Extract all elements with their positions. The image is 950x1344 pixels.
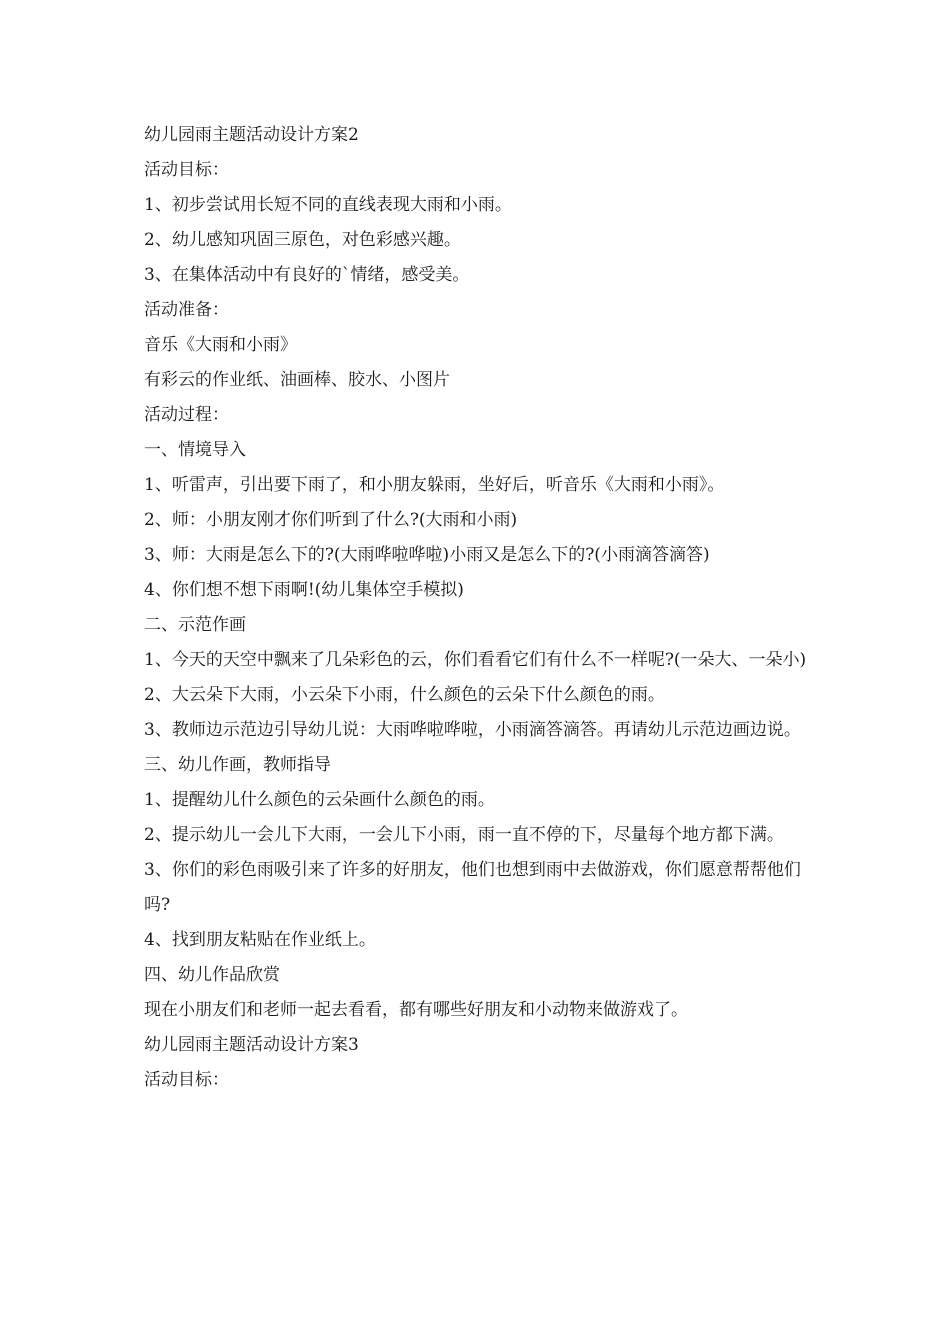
paragraph: 2、幼儿感知巩固三原色，对色彩感兴趣。 <box>144 230 461 250</box>
section-heading: 活动目标： <box>144 160 229 180</box>
subsection-heading: 一、情境导入 <box>144 440 246 460</box>
document-title: 幼儿园雨主题活动设计方案2 <box>144 125 359 145</box>
subsection-heading: 四、幼儿作品欣赏 <box>144 965 280 985</box>
paragraph: 1、听雷声，引出要下雨了，和小朋友躲雨，坐好后，听音乐《大雨和小雨》。 <box>144 475 725 495</box>
document-page <box>144 118 808 1098</box>
paragraph: 1、今天的天空中飘来了几朵彩色的云，你们看看它们有什么不一样呢?(一朵大、一朵小) <box>144 650 807 670</box>
paragraph: 1、初步尝试用长短不同的直线表现大雨和小雨。 <box>144 195 512 215</box>
paragraph: 4、找到朋友粘贴在作业纸上。 <box>144 930 376 950</box>
paragraph: 2、大云朵下大雨，小云朵下小雨，什么颜色的云朵下什么颜色的雨。 <box>144 685 665 705</box>
paragraph: 3、在集体活动中有良好的`情绪，感受美。 <box>144 265 470 285</box>
paragraph: 2、提示幼儿一会儿下大雨，一会儿下小雨，雨一直不停的下，尽量每个地方都下满。 <box>144 825 784 845</box>
section-heading: 活动准备： <box>144 300 229 320</box>
document-title: 幼儿园雨主题活动设计方案3 <box>144 1035 359 1055</box>
paragraph: 3、师：大雨是怎么下的?(大雨哗啦哗啦)小雨又是怎么下的?(小雨滴答滴答) <box>144 545 710 565</box>
section-heading: 活动目标： <box>144 1070 229 1090</box>
section-heading: 活动过程： <box>144 405 229 425</box>
subsection-heading: 二、示范作画 <box>144 615 246 635</box>
paragraph: 3、教师边示范边引导幼儿说：大雨哗啦哗啦，小雨滴答滴答。再请幼儿示范边画边说。 <box>144 720 801 740</box>
paragraph: 现在小朋友们和老师一起去看看，都有哪些好朋友和小动物来做游戏了。 <box>144 1000 688 1020</box>
paragraph: 4、你们想不想下雨啊!(幼儿集体空手模拟) <box>144 580 464 600</box>
subsection-heading: 三、幼儿作画，教师指导 <box>144 755 331 775</box>
paragraph: 2、师：小朋友刚才你们听到了什么?(大雨和小雨) <box>144 510 518 530</box>
paragraph: 3、你们的彩色雨吸引来了许多的好朋友，他们也想到雨中去做游戏，你们愿意帮帮他们吗? <box>144 860 801 915</box>
paragraph: 音乐《大雨和小雨》 <box>144 335 297 355</box>
paragraph: 1、提醒幼儿什么颜色的云朵画什么颜色的雨。 <box>144 790 495 810</box>
paragraph: 有彩云的作业纸、油画棒、胶水、小图片 <box>144 370 450 390</box>
